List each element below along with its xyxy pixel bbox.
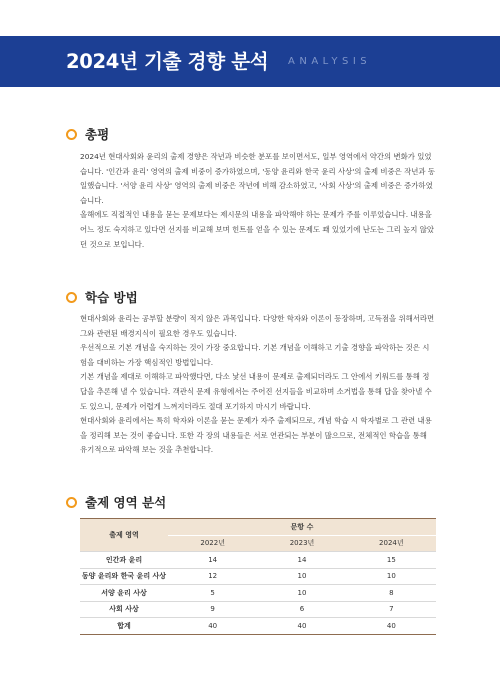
table-cell: 9 xyxy=(168,601,257,618)
column-header-year: 2024년 xyxy=(347,535,436,552)
page-title: 2024년 기출 경향 분석 xyxy=(66,50,269,73)
table-cell: 8 xyxy=(347,585,436,602)
section-heading-distribution xyxy=(66,494,166,510)
table-cell: 40 xyxy=(168,618,257,635)
row-header: 사회 사상 xyxy=(80,601,168,618)
bullet-ring-icon xyxy=(66,292,77,303)
table-cell: 7 xyxy=(347,601,436,618)
row-header: 서양 윤리 사상 xyxy=(80,585,168,602)
study-text xyxy=(80,312,436,458)
overview-paragraph: 2024년 현대사회와 윤리의 출제 경향은 작년과 비슷한 분포를 보이면서도, 일부 영역에서 약간의 변화가 있었습니다. '인간과 윤리' 영역의 출제 비중이 증가하였으며, '동양 윤리와 한국 윤리 사상'의 출제 비중은 작년과 동일했습니다. '서양 윤리 사상' 영역의 출제 비중은 작년에 비해 감소하였고, '사회 사상'의 출제 비중은 증가하였습니다. xyxy=(80,152,436,205)
table-row xyxy=(80,552,436,569)
bullet-ring-icon xyxy=(66,129,77,140)
table-cell: 5 xyxy=(168,585,257,602)
section-heading-study xyxy=(66,289,138,305)
row-header: 합계 xyxy=(80,618,168,635)
table-cell: 40 xyxy=(347,618,436,635)
column-header-year: 2023년 xyxy=(257,535,346,552)
study-paragraph: 기본 개념을 제대로 이해하고 파악했다면, 다소 낯선 내용이 문제로 출제되더라도 그 안에서 키워드를 통해 정답을 추론해 낼 수 있습니다. 객관식 문제 유형에서는 주어진 선지들을 비교하며 소거법을 통해 답을 찾아낼 수도 있으니, 문제가 어렵게 느껴지더라도 절대 포기하지 마시기 바랍니다. xyxy=(80,372,432,411)
table-row xyxy=(80,601,436,618)
section-title-distribution: 출제 영역 분석 xyxy=(85,495,167,510)
table-row xyxy=(80,568,436,585)
section-title-study: 학습 방법 xyxy=(85,290,138,305)
section-heading-overview xyxy=(66,126,109,142)
section-title-overview: 총평 xyxy=(85,127,110,142)
study-paragraph: 우선적으로 기본 개념을 숙지하는 것이 가장 중요합니다. 기본 개념을 이해하고 기출 경향을 파악하는 것은 시험을 대비하는 가장 핵심적인 방법입니다. xyxy=(80,343,430,367)
column-header-count: 문항 수 xyxy=(168,519,436,536)
page-subtitle: ANALYSIS xyxy=(288,56,372,67)
study-paragraph: 현대사회와 윤리에서는 특히 학자와 이론을 묻는 문제가 자주 출제되므로, 개념 학습 시 학자별로 그 관련 내용을 정리해 보는 것이 좋습니다. 또한 각 장의 내용들은 서로 연관되는 부분이 많으므로, 전체적인 학습을 통해 유기적으로 파악해 보는 것을 추천합니다. xyxy=(80,416,432,455)
table-row-total xyxy=(80,618,436,635)
table-cell: 15 xyxy=(347,552,436,569)
bullet-ring-icon xyxy=(66,497,77,508)
table-cell: 10 xyxy=(347,568,436,585)
table-cell: 14 xyxy=(257,552,346,569)
study-paragraph: 현대사회와 윤리는 공부할 분량이 적지 않은 과목입니다. 다양한 학자와 이론이 등장하며, 고득점을 위해서라면 그와 관련된 배경지식이 필요한 경우도 있습니다. xyxy=(80,314,435,338)
column-header-area: 출제 영역 xyxy=(80,519,168,552)
table-row xyxy=(80,585,436,602)
table-cell: 6 xyxy=(257,601,346,618)
table-cell: 10 xyxy=(257,568,346,585)
table-cell: 12 xyxy=(168,568,257,585)
table-cell: 40 xyxy=(257,618,346,635)
distribution-table xyxy=(80,518,436,635)
overview-paragraph: 올해에도 직접적인 내용을 묻는 문제보다는 제시문의 내용을 파악해야 하는 문제가 주를 이루었습니다. 내용을 어느 정도 숙지하고 있다면 선지를 비교해 보며 힌트를 얻을 수 있는 문제도 꽤 있었기에 난도는 그리 높지 않았던 것으로 보입니다. xyxy=(80,210,435,249)
table-cell: 10 xyxy=(257,585,346,602)
title-banner xyxy=(0,36,500,87)
column-header-year: 2022년 xyxy=(168,535,257,552)
overview-text xyxy=(80,150,436,252)
row-header: 동양 윤리와 한국 윤리 사상 xyxy=(80,568,168,585)
row-header: 인간과 윤리 xyxy=(80,552,168,569)
table-cell: 14 xyxy=(168,552,257,569)
